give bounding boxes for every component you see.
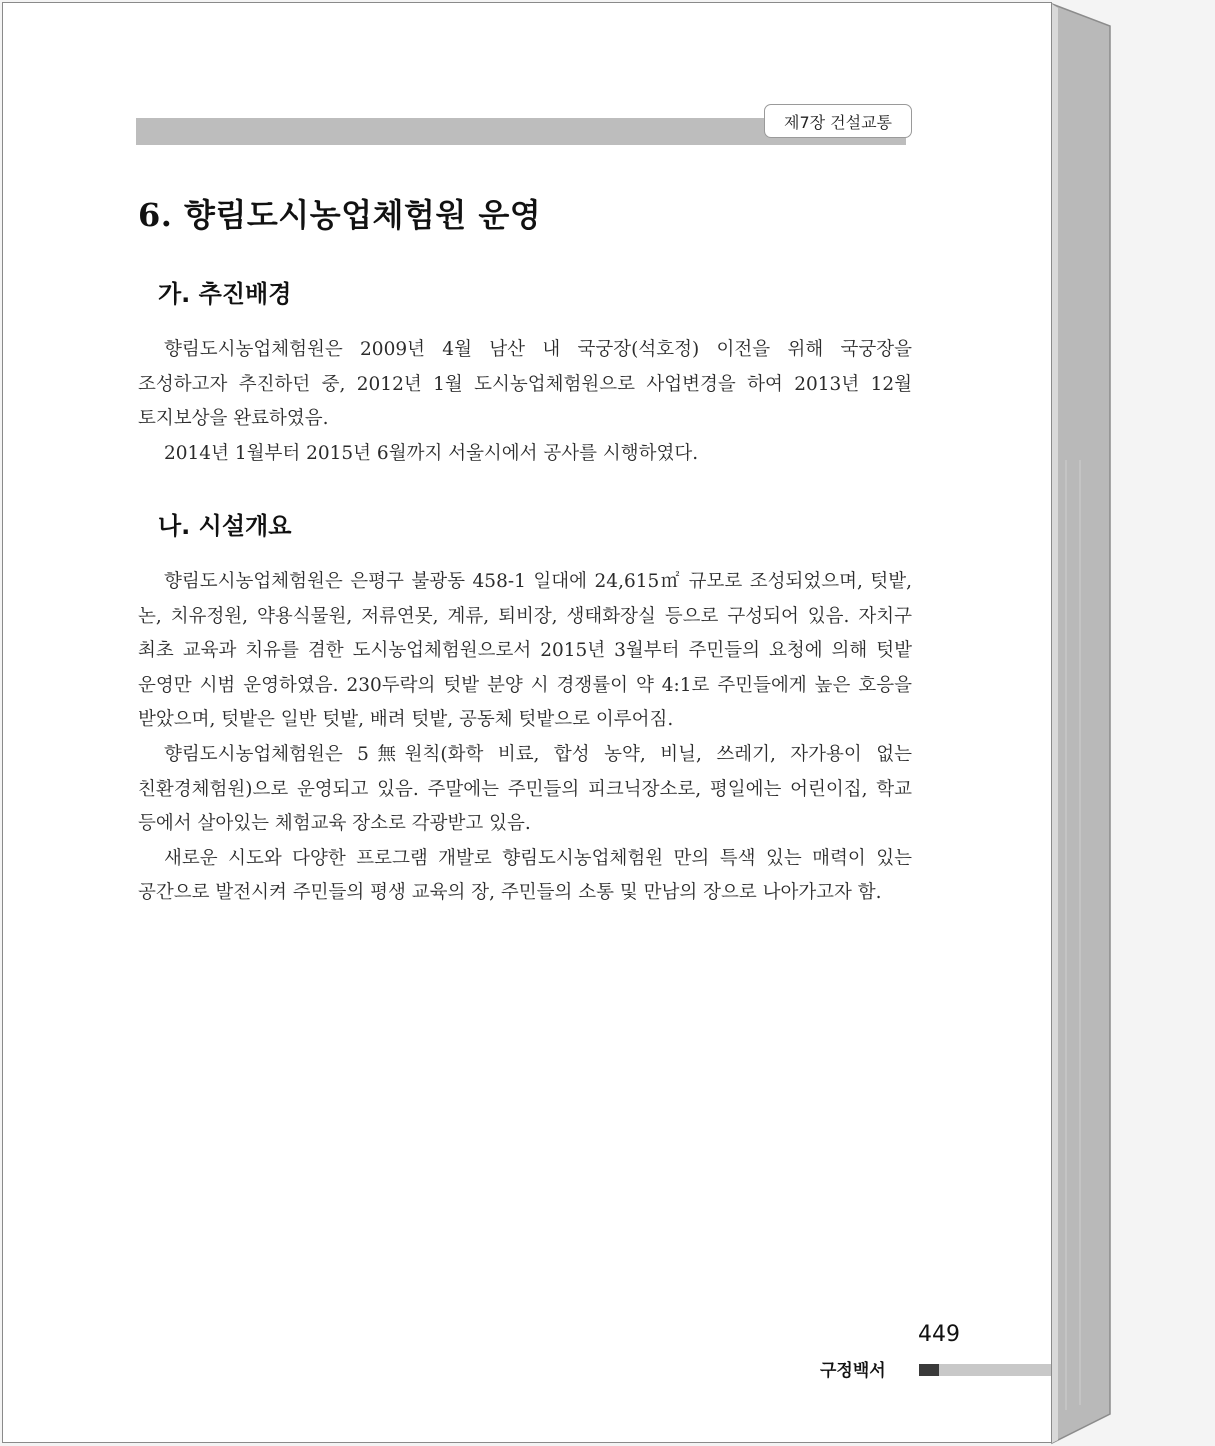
page-number: 449 [918,1322,960,1347]
body-paragraph: 향림도시농업체험원은 5無원칙(화학 비료, 합성 농약, 비닐, 쓰레기, 자가용이 없는 친환경체험원)으로 운영되고 있음. 주말에는 주민들의 피크닉장소로, 평일에는 어린이집, 학교 등에서 살아있는 체험교육 장소로 각광받고 있음. [138,743,912,835]
subsection-title-facility-overview: 나. 시설개요 [158,512,292,540]
subsection-body-background [138,333,912,471]
body-paragraph: 향림도시농업체험원은 2009년 4월 남산 내 국궁장(석호정) 이전을 위해 국궁장을 조성하고자 추진하던 중, 2012년 1월 도시농업체험원으로 사업변경을 하여 2013년 12월 토지보상을 완료하였음. [138,339,912,430]
chapter-tag: 제7장 건설교통 [764,104,912,138]
book-name: 구정백서 [820,1361,886,1381]
body-paragraph: 향림도시농업체험원은 은평구 불광동 458-1 일대에 24,615㎡ 규모로 조성되었으며, 텃밭, 논, 치유정원, 약용식물원, 저류연못, 계류, 퇴비장, 생태화장실 등으로 구성되어 있음. 자치구 최초 교육과 치유를 겸한 도시농업체험원으로서 2015년 3월부터 주민들의 요청에 의해 텃밭 운영만 시범 운영하였음. 230두락의 텃밭 분양 시 경쟁률이 약 4:1로 주민들에게 높은 호응을 받았으며, 텃밭은 일반 텃밭, 배려 텃밭, 공동체 텃밭으로 이루어짐. [138,571,912,731]
footer-bar-marker [919,1364,939,1376]
footer-bar [939,1364,1051,1376]
section-title: 6. 향림도시농업체험원 운영 [138,196,542,234]
body-paragraph: 새로운 시도와 다양한 프로그램 개발로 향림도시농업체험원 만의 특색 있는 매력이 있는 공간으로 발전시켜 주민들의 평생 교육의 장, 주민들의 소통 및 만남의 장으로 나아가고자 함. [138,847,912,904]
subsection-body-facility-overview [138,565,912,911]
subsection-title-background: 가. 추진배경 [158,280,292,308]
body-paragraph: 2014년 1월부터 2015년 6월까지 서울시에서 공사를 시행하였다. [164,442,699,464]
